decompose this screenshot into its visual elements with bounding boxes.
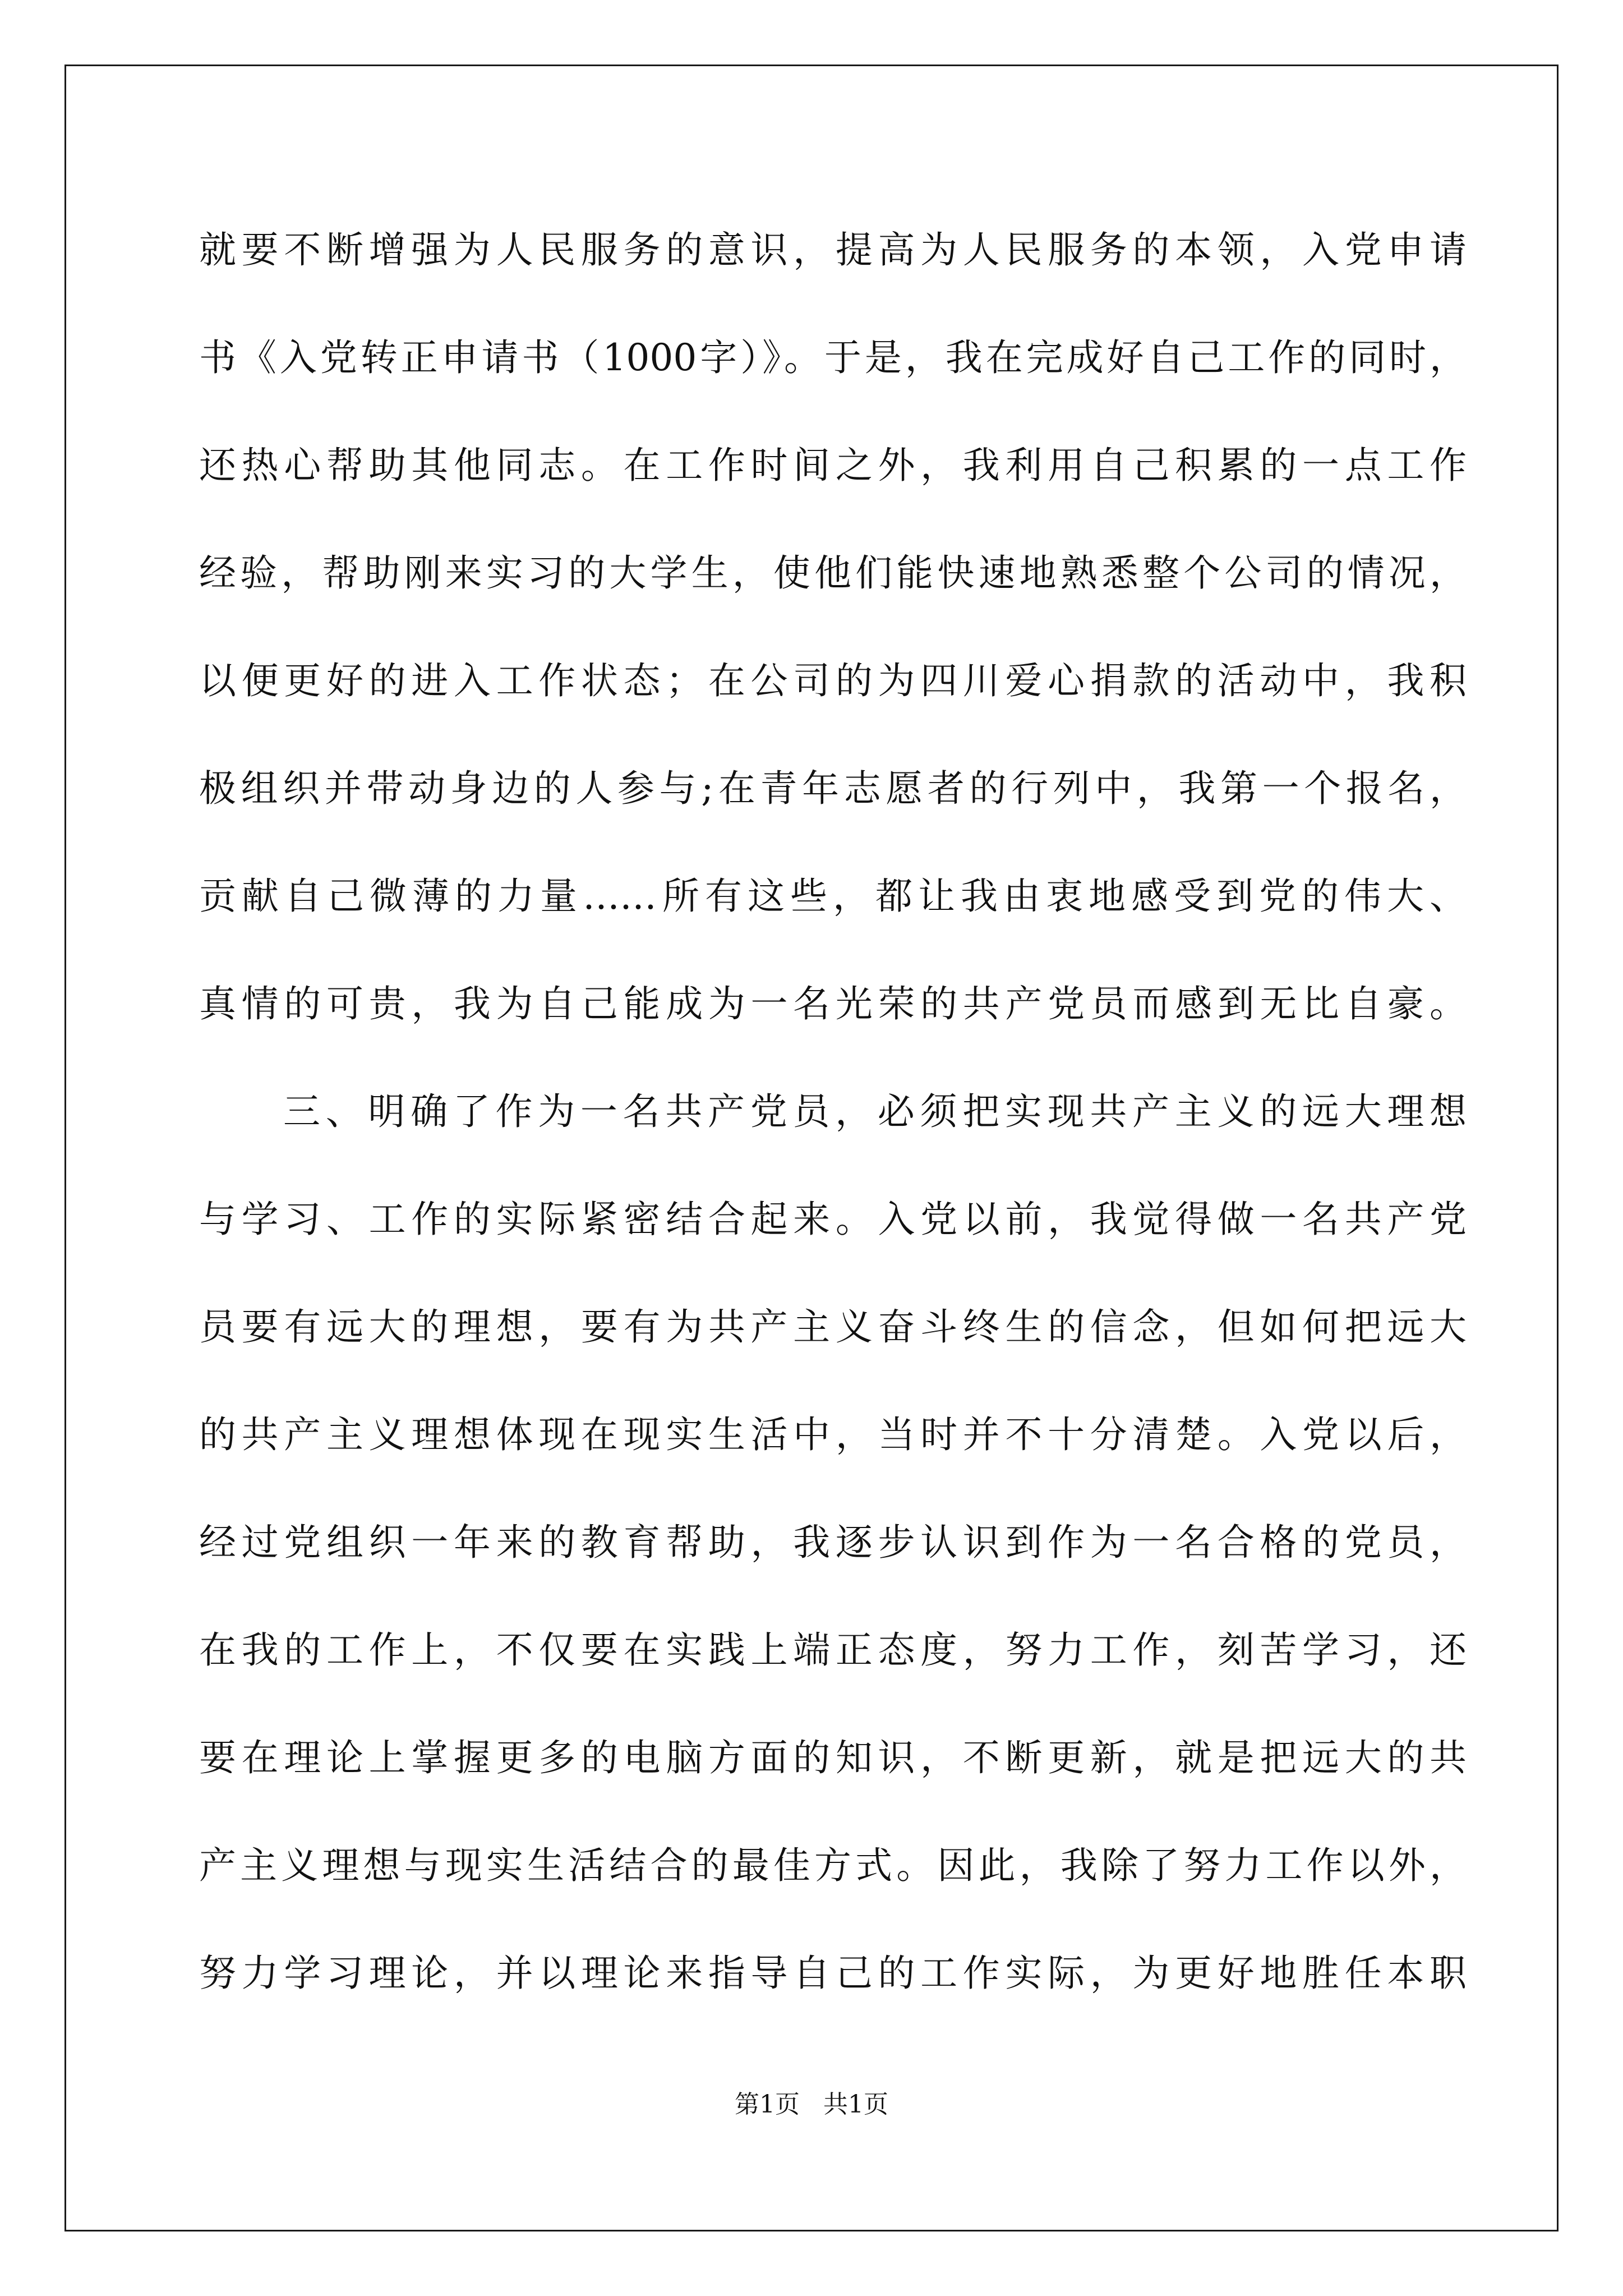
text-line: 极组织并带动身边的人参与;在青年志愿者的行列中，我第一个报名， bbox=[199, 767, 1467, 810]
text-line: 书《入党转正申请书（1000字）》。于是，我在完成好自己工作的同时， bbox=[199, 336, 1467, 379]
document-body bbox=[199, 222, 1467, 2053]
text-line: 员要有远大的理想，要有为共产主义奋斗终生的信念，但如何把远大 bbox=[199, 1305, 1467, 1349]
text-line: 还热心帮助其他同志。在工作时间之外，我利用自己积累的一点工作 bbox=[199, 444, 1467, 487]
page-footer: 第1页 共1页 bbox=[735, 2090, 888, 2119]
text-line: 与学习、工作的实际紧密结合起来。入党以前，我觉得做一名共产党 bbox=[199, 1198, 1467, 1241]
text-line: 努力学习理论，并以理论来指导自己的工作实际，为更好地胜任本职 bbox=[199, 1952, 1467, 1995]
text-line: 要在理论上掌握更多的电脑方面的知识，不断更新，就是把远大的共 bbox=[199, 1736, 1467, 1779]
text-line: 经过党组织一年来的教育帮助，我逐步认识到作为一名合格的党员， bbox=[199, 1521, 1467, 1564]
text-line: 产主义理想与现实生活结合的最佳方式。因此，我除了努力工作以外， bbox=[199, 1844, 1467, 1887]
text-line: 的共产主义理想体现在现实生活中，当时并不十分清楚。入党以后， bbox=[199, 1413, 1467, 1456]
text-line: 以便更好的进入工作状态；在公司的为四川爱心捐款的活动中，我积 bbox=[199, 659, 1467, 702]
text-line: 真情的可贵，我为自己能成为一名光荣的共产党员而感到无比自豪。 bbox=[199, 982, 1467, 1025]
text-line: 经验，帮助刚来实习的大学生，使他们能快速地熟悉整个公司的情况， bbox=[199, 551, 1467, 595]
text-line: 就要不断增强为人民服务的意识，提高为人民服务的本领，入党申请 bbox=[199, 228, 1467, 272]
text-line: 贡献自己微薄的力量……所有这些，都让我由衷地感受到党的伟大、 bbox=[199, 875, 1467, 918]
text-line: 在我的工作上，不仅要在实践上端正态度，努力工作，刻苦学习，还 bbox=[199, 1628, 1467, 1672]
paragraph-start-line: 三、明确了作为一名共产党员，必须把实现共产主义的远大理想 bbox=[283, 1090, 1467, 1133]
